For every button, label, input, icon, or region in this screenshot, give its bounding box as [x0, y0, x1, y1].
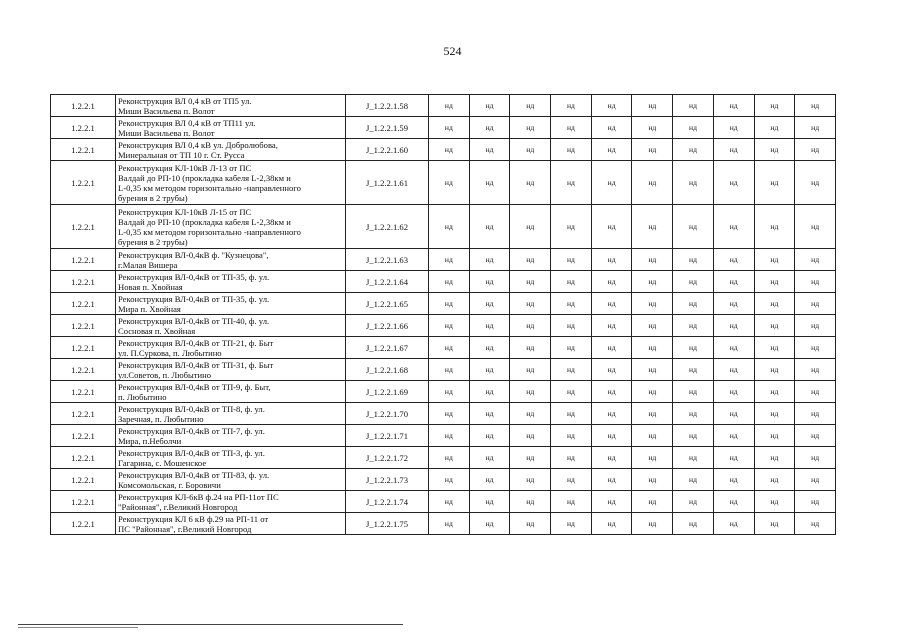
value-cell: нд [795, 425, 836, 447]
value-cell: нд [591, 205, 632, 249]
value-cell: нд [429, 95, 470, 117]
project-code-cell: J_1.2.2.1.62 [346, 205, 429, 249]
value-cell: нд [510, 337, 551, 359]
description-cell [116, 381, 346, 403]
table-row [51, 403, 836, 425]
value-cell: нд [713, 205, 754, 249]
project-code-cell: J_1.2.2.1.73 [346, 469, 429, 491]
value-cell: нд [510, 293, 551, 315]
description-cell [116, 337, 346, 359]
value-cell: нд [713, 469, 754, 491]
value-cell: нд [632, 381, 673, 403]
value-cell: нд [632, 161, 673, 205]
value-cell: нд [754, 425, 795, 447]
page-number: 524 [443, 44, 462, 58]
value-cell: нд [510, 95, 551, 117]
description-text: Реконструкция ВЛ-0,4кВ от ТП-35, ф. ул. Мира п. Хвойная [118, 293, 270, 314]
value-cell: нд [754, 491, 795, 513]
value-cell: нд [591, 95, 632, 117]
value-cell: нд [510, 359, 551, 381]
value-cell: нд [673, 117, 714, 139]
table-row [51, 161, 836, 205]
value-cell: нд [551, 469, 592, 491]
value-cell: нд [673, 447, 714, 469]
value-cell: нд [713, 161, 754, 205]
value-cell: нд [673, 271, 714, 293]
value-cell: нд [551, 513, 592, 535]
value-cell: нд [713, 271, 754, 293]
value-cell: нд [673, 315, 714, 337]
value-cell: нд [754, 95, 795, 117]
value-cell: нд [713, 249, 754, 271]
value-cell: нд [551, 205, 592, 249]
item-number-cell: 1.2.2.1 [51, 161, 116, 205]
description-cell [116, 469, 346, 491]
value-cell: нд [429, 447, 470, 469]
value-cell: нд [429, 425, 470, 447]
value-cell: нд [713, 403, 754, 425]
description-cell [116, 447, 346, 469]
value-cell: нд [551, 249, 592, 271]
value-cell: нд [673, 403, 714, 425]
item-number-cell: 1.2.2.1 [51, 403, 116, 425]
value-cell: нд [469, 271, 510, 293]
value-cell: нд [713, 293, 754, 315]
value-cell: нд [510, 403, 551, 425]
description-cell [116, 293, 346, 315]
description-text: Реконструкция ВЛ-0,4кВ от ТП-21, ф. Быт ул. П.Суркова, п. Любытино [118, 337, 274, 358]
value-cell: нд [713, 425, 754, 447]
value-cell: нд [551, 139, 592, 161]
value-cell: нд [551, 293, 592, 315]
table-row [51, 337, 836, 359]
value-cell: нд [510, 271, 551, 293]
value-cell: нд [673, 359, 714, 381]
value-cell: нд [429, 161, 470, 205]
value-cell: нд [713, 95, 754, 117]
value-cell: нд [429, 117, 470, 139]
description-text: Реконструкция ВЛ-0,4кВ ф. "Кузнецова", г.Малая Вишера [118, 249, 269, 270]
value-cell: нд [510, 139, 551, 161]
value-cell: нд [713, 381, 754, 403]
value-cell: нд [469, 447, 510, 469]
projects-table [50, 94, 836, 535]
value-cell: нд [754, 513, 795, 535]
value-cell: нд [469, 161, 510, 205]
value-cell: нд [632, 249, 673, 271]
value-cell: нд [429, 271, 470, 293]
value-cell: нд [673, 161, 714, 205]
value-cell: нд [673, 293, 714, 315]
value-cell: нд [469, 117, 510, 139]
description-cell [116, 271, 346, 293]
footer-rule [18, 624, 403, 625]
value-cell: нд [795, 315, 836, 337]
value-cell: нд [591, 447, 632, 469]
value-cell: нд [469, 249, 510, 271]
description-cell [116, 425, 346, 447]
value-cell: нд [754, 447, 795, 469]
value-cell: нд [754, 139, 795, 161]
value-cell: нд [469, 381, 510, 403]
value-cell: нд [469, 95, 510, 117]
project-code-cell: J_1.2.2.1.72 [346, 447, 429, 469]
value-cell: нд [632, 205, 673, 249]
description-cell [116, 491, 346, 513]
description-cell [116, 139, 346, 161]
value-cell: нд [713, 447, 754, 469]
table-row [51, 513, 836, 535]
value-cell: нд [632, 403, 673, 425]
value-cell: нд [510, 161, 551, 205]
value-cell: нд [713, 117, 754, 139]
table-row [51, 381, 836, 403]
description-cell [116, 95, 346, 117]
description-text: Реконструкция ВЛ 0,4 кВ от ТП11 ул. Миши Васильева п. Волот [118, 117, 256, 138]
table-row [51, 293, 836, 315]
value-cell: нд [469, 293, 510, 315]
table-row [51, 95, 836, 117]
table-body [51, 95, 836, 535]
value-cell: нд [673, 95, 714, 117]
value-cell: нд [795, 249, 836, 271]
value-cell: нд [429, 381, 470, 403]
value-cell: нд [632, 491, 673, 513]
value-cell: нд [591, 359, 632, 381]
project-code-cell: J_1.2.2.1.69 [346, 381, 429, 403]
value-cell: нд [795, 491, 836, 513]
value-cell: нд [673, 469, 714, 491]
table-row [51, 425, 836, 447]
value-cell: нд [429, 403, 470, 425]
value-cell: нд [591, 381, 632, 403]
value-cell: нд [510, 205, 551, 249]
description-cell [116, 513, 346, 535]
value-cell: нд [673, 425, 714, 447]
footer-rule-secondary [18, 627, 138, 628]
value-cell: нд [510, 491, 551, 513]
value-cell: нд [795, 161, 836, 205]
description-cell [116, 403, 346, 425]
value-cell: нд [429, 249, 470, 271]
value-cell: нд [632, 139, 673, 161]
value-cell: нд [429, 513, 470, 535]
value-cell: нд [591, 513, 632, 535]
table-row [51, 315, 836, 337]
value-cell: нд [673, 249, 714, 271]
description-text: Реконструкция ВЛ-0,4кВ от ТП-7, ф. ул. Мира, п.Неболчи [118, 425, 265, 446]
value-cell: нд [551, 271, 592, 293]
value-cell: нд [429, 139, 470, 161]
value-cell: нд [429, 293, 470, 315]
value-cell: нд [632, 359, 673, 381]
value-cell: нд [754, 249, 795, 271]
description-text: Реконструкция ВЛ-0,4кВ от ТП-83, ф. ул. Комсомольская, г. Боровичи [118, 469, 270, 490]
value-cell: нд [754, 337, 795, 359]
project-code-cell: J_1.2.2.1.63 [346, 249, 429, 271]
table-row [51, 205, 836, 249]
value-cell: нд [551, 337, 592, 359]
value-cell: нд [591, 117, 632, 139]
table-row [51, 469, 836, 491]
value-cell: нд [510, 315, 551, 337]
value-cell: нд [632, 469, 673, 491]
value-cell: нд [673, 139, 714, 161]
project-code-cell: J_1.2.2.1.75 [346, 513, 429, 535]
value-cell: нд [510, 117, 551, 139]
description-text: Реконструкция ВЛ 0,4 кВ ул. Добролюбова, Минеральная от ТП 10 г. Ст. Русса [118, 139, 278, 160]
value-cell: нд [591, 425, 632, 447]
project-code-cell: J_1.2.2.1.61 [346, 161, 429, 205]
value-cell: нд [754, 161, 795, 205]
table-row [51, 491, 836, 513]
value-cell: нд [551, 359, 592, 381]
value-cell: нд [795, 447, 836, 469]
value-cell: нд [469, 139, 510, 161]
value-cell: нд [429, 491, 470, 513]
description-text: Реконструкция ВЛ-0,4кВ от ТП-9, ф. Быт, п. Любытино [118, 381, 271, 402]
value-cell: нд [632, 513, 673, 535]
value-cell: нд [795, 95, 836, 117]
value-cell: нд [551, 447, 592, 469]
value-cell: нд [510, 513, 551, 535]
table-row [51, 359, 836, 381]
item-number-cell: 1.2.2.1 [51, 469, 116, 491]
value-cell: нд [429, 359, 470, 381]
description-text: Реконструкция КЛ-6кВ ф.24 на РП-11от ПС "Районная", г.Великий Новгород [118, 491, 279, 512]
value-cell: нд [591, 161, 632, 205]
value-cell: нд [632, 117, 673, 139]
item-number-cell: 1.2.2.1 [51, 95, 116, 117]
value-cell: нд [632, 315, 673, 337]
value-cell: нд [551, 425, 592, 447]
item-number-cell: 1.2.2.1 [51, 139, 116, 161]
item-number-cell: 1.2.2.1 [51, 315, 116, 337]
table-row [51, 271, 836, 293]
value-cell: нд [469, 403, 510, 425]
table-row [51, 249, 836, 271]
project-code-cell: J_1.2.2.1.58 [346, 95, 429, 117]
value-cell: нд [551, 491, 592, 513]
value-cell: нд [713, 359, 754, 381]
value-cell: нд [754, 205, 795, 249]
value-cell: нд [795, 403, 836, 425]
value-cell: нд [632, 293, 673, 315]
table-row [51, 117, 836, 139]
value-cell: нд [429, 337, 470, 359]
value-cell: нд [795, 293, 836, 315]
item-number-cell: 1.2.2.1 [51, 491, 116, 513]
description-text: Реконструкция ВЛ-0,4кВ от ТП-35, ф. ул. Новая п. Хвойная [118, 271, 270, 292]
value-cell: нд [795, 381, 836, 403]
value-cell: нд [713, 315, 754, 337]
value-cell: нд [795, 205, 836, 249]
description-text: Реконструкция ВЛ-0,4кВ от ТП-40, ф. ул. Сосновая п. Хвойная [118, 315, 270, 336]
value-cell: нд [591, 403, 632, 425]
value-cell: нд [632, 271, 673, 293]
value-cell: нд [754, 469, 795, 491]
description-cell [116, 359, 346, 381]
value-cell: нд [551, 117, 592, 139]
value-cell: нд [713, 337, 754, 359]
description-text: Реконструкция КЛ-10кВ Л-15 от ПС Валдай до РП-10 (прокладка кабеля L-2,38км и L-0,35 км методом горизонтально -направленного бурения в 2 трубы) [118, 206, 301, 247]
description-text: Реконструкция КЛ 6 кВ ф.29 на РП-11 от ПС "Районная", г.Великий Новгород [118, 513, 269, 534]
value-cell: нд [673, 205, 714, 249]
project-code-cell: J_1.2.2.1.67 [346, 337, 429, 359]
item-number-cell: 1.2.2.1 [51, 447, 116, 469]
value-cell: нд [551, 381, 592, 403]
value-cell: нд [713, 513, 754, 535]
value-cell: нд [429, 469, 470, 491]
description-text: Реконструкция ВЛ-0,4кВ от ТП-31, ф. Быт ул.Советов, п. Любытино [118, 359, 274, 380]
item-number-cell: 1.2.2.1 [51, 271, 116, 293]
item-number-cell: 1.2.2.1 [51, 205, 116, 249]
item-number-cell: 1.2.2.1 [51, 513, 116, 535]
description-text: Реконструкция ВЛ-0,4кВ от ТП-3, ф. ул. Гагарина, с. Мошенское [118, 447, 265, 468]
value-cell: нд [469, 337, 510, 359]
value-cell: нд [469, 491, 510, 513]
value-cell: нд [551, 161, 592, 205]
value-cell: нд [591, 249, 632, 271]
description-cell [116, 161, 346, 205]
project-code-cell: J_1.2.2.1.71 [346, 425, 429, 447]
value-cell: нд [795, 337, 836, 359]
value-cell: нд [754, 315, 795, 337]
value-cell: нд [510, 249, 551, 271]
value-cell: нд [469, 425, 510, 447]
description-cell [116, 249, 346, 271]
project-code-cell: J_1.2.2.1.66 [346, 315, 429, 337]
value-cell: нд [795, 117, 836, 139]
value-cell: нд [673, 513, 714, 535]
table-row [51, 139, 836, 161]
item-number-cell: 1.2.2.1 [51, 425, 116, 447]
value-cell: нд [754, 117, 795, 139]
value-cell: нд [510, 469, 551, 491]
value-cell: нд [469, 359, 510, 381]
item-number-cell: 1.2.2.1 [51, 249, 116, 271]
value-cell: нд [795, 139, 836, 161]
value-cell: нд [754, 271, 795, 293]
value-cell: нд [673, 381, 714, 403]
value-cell: нд [632, 425, 673, 447]
project-code-cell: J_1.2.2.1.74 [346, 491, 429, 513]
value-cell: нд [429, 315, 470, 337]
description-text: Реконструкция КЛ-10кВ Л-13 от ПС Валдай до РП-10 (прокладка кабеля L-2,38км и L-0,35 км методом горизонтально -направленного бурения в 2 трубы) [118, 162, 301, 203]
item-number-cell: 1.2.2.1 [51, 293, 116, 315]
value-cell: нд [591, 491, 632, 513]
value-cell: нд [510, 425, 551, 447]
item-number-cell: 1.2.2.1 [51, 117, 116, 139]
value-cell: нд [632, 95, 673, 117]
value-cell: нд [469, 205, 510, 249]
project-code-cell: J_1.2.2.1.59 [346, 117, 429, 139]
item-number-cell: 1.2.2.1 [51, 381, 116, 403]
value-cell: нд [510, 381, 551, 403]
value-cell: нд [591, 271, 632, 293]
item-number-cell: 1.2.2.1 [51, 359, 116, 381]
value-cell: нд [551, 403, 592, 425]
value-cell: нд [673, 337, 714, 359]
table-row [51, 447, 836, 469]
value-cell: нд [754, 359, 795, 381]
description-cell [116, 117, 346, 139]
value-cell: нд [591, 315, 632, 337]
value-cell: нд [632, 447, 673, 469]
value-cell: нд [673, 491, 714, 513]
value-cell: нд [591, 337, 632, 359]
value-cell: нд [713, 139, 754, 161]
project-code-cell: J_1.2.2.1.68 [346, 359, 429, 381]
value-cell: нд [754, 381, 795, 403]
value-cell: нд [795, 271, 836, 293]
value-cell: нд [469, 469, 510, 491]
value-cell: нд [591, 293, 632, 315]
value-cell: нд [713, 491, 754, 513]
project-code-cell: J_1.2.2.1.60 [346, 139, 429, 161]
value-cell: нд [551, 315, 592, 337]
description-cell [116, 315, 346, 337]
value-cell: нд [754, 293, 795, 315]
value-cell: нд [591, 139, 632, 161]
value-cell: нд [591, 469, 632, 491]
description-cell [116, 205, 346, 249]
value-cell: нд [795, 359, 836, 381]
project-code-cell: J_1.2.2.1.65 [346, 293, 429, 315]
project-code-cell: J_1.2.2.1.64 [346, 271, 429, 293]
value-cell: нд [632, 337, 673, 359]
value-cell: нд [795, 469, 836, 491]
value-cell: нд [795, 513, 836, 535]
value-cell: нд [469, 315, 510, 337]
project-code-cell: J_1.2.2.1.70 [346, 403, 429, 425]
description-text: Реконструкция ВЛ 0,4 кВ от ТП5 ул. Миши Васильева п. Волот [118, 95, 252, 116]
value-cell: нд [429, 205, 470, 249]
item-number-cell: 1.2.2.1 [51, 337, 116, 359]
value-cell: нд [754, 403, 795, 425]
description-text: Реконструкция ВЛ-0,4кВ от ТП-8, ф. ул. Заречная, п. Любытино [118, 403, 265, 424]
value-cell: нд [510, 447, 551, 469]
value-cell: нд [469, 513, 510, 535]
value-cell: нд [551, 95, 592, 117]
